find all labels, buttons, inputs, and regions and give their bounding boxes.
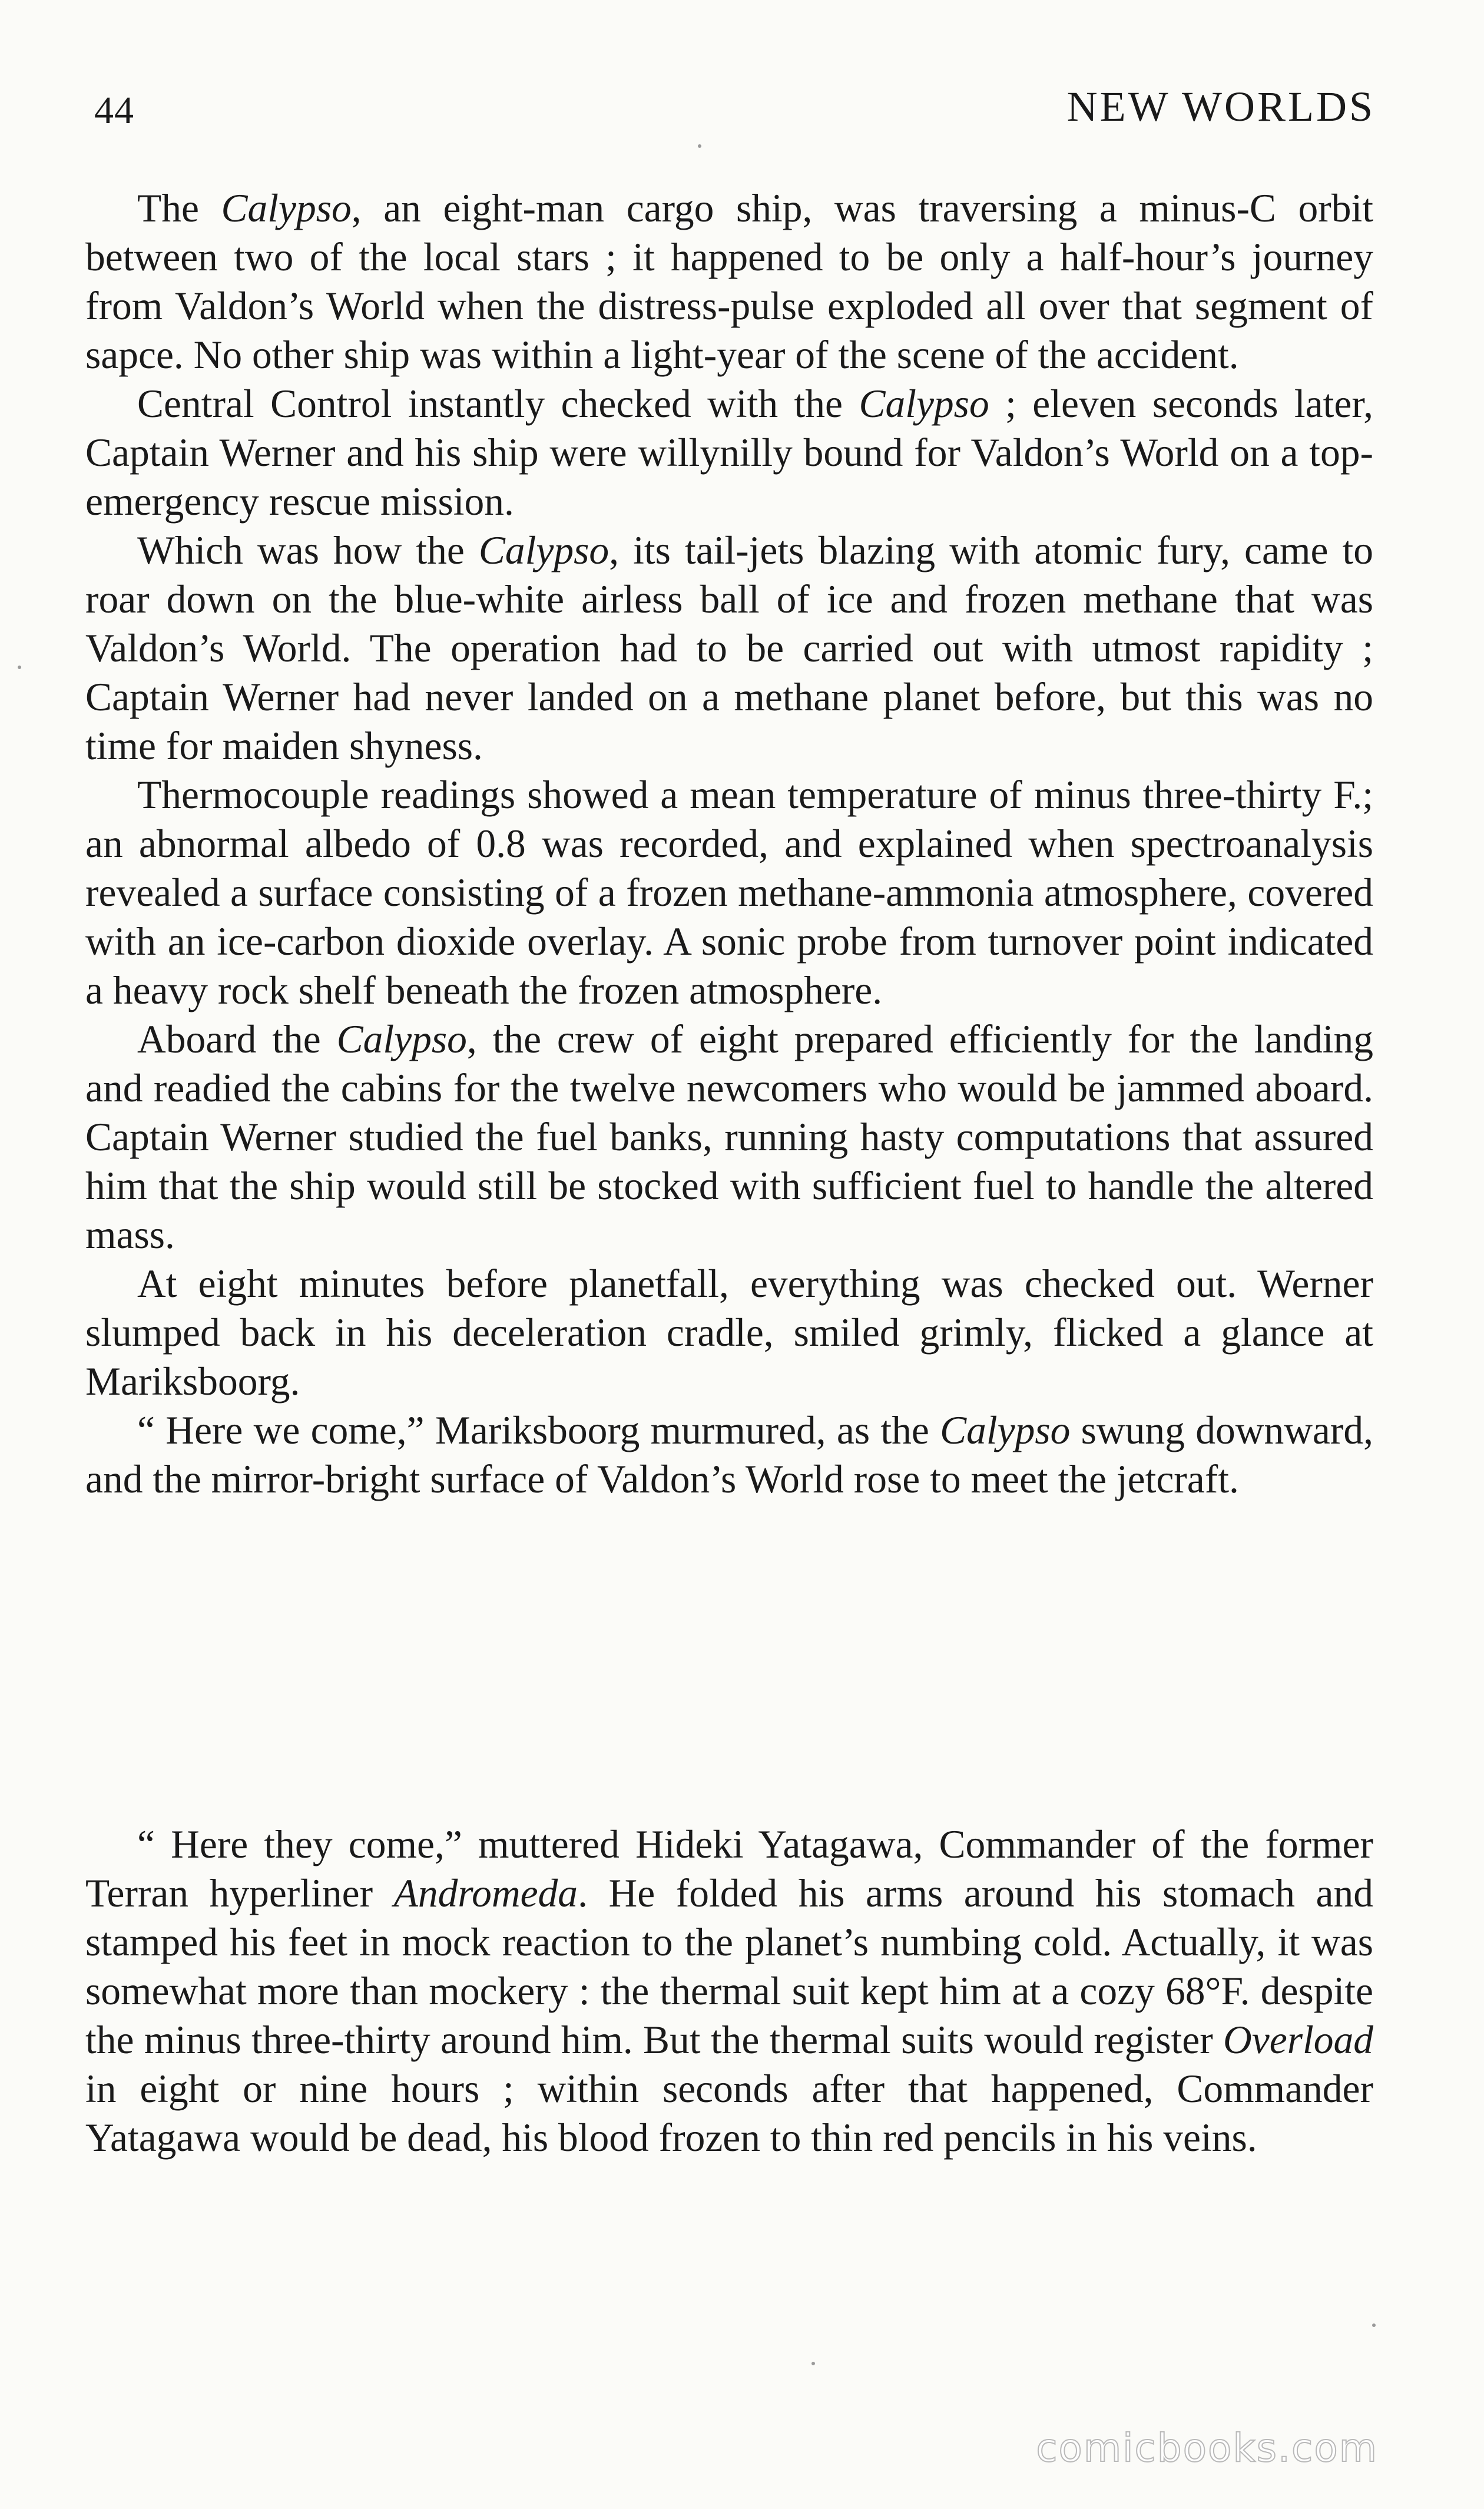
text-run: At eight minutes before planetfall, everything was checked out. Werner slumped back in his deceleration cradle, smiled grimly, flicked a glance at Mariksboorg. bbox=[85, 1262, 1373, 1404]
print-speck bbox=[811, 2362, 815, 2365]
text-run: “ Here we come,” Mariksboorg murmured, as the bbox=[137, 1408, 940, 1452]
print-speck bbox=[18, 666, 21, 669]
text-run: Which was how the bbox=[137, 528, 479, 572]
paragraph bbox=[85, 1259, 1373, 1406]
paragraph bbox=[85, 379, 1373, 526]
page-number: 44 bbox=[94, 89, 134, 132]
paragraph bbox=[85, 1820, 1373, 2162]
paragraph bbox=[85, 526, 1373, 770]
paragraph bbox=[85, 1015, 1373, 1259]
text-run: swung downward, and the mirror-bright surface of Valdon’s World rose to meet the jetcraft. bbox=[85, 1408, 1373, 1501]
text-run: , its tail-jets blazing with atomic fury, came to roar down on the blue-white airless ball of ice and frozen methane that was Valdon’s World. The operation had to be carried out with utmost rapidity ; Captain Werner had never landed on a methane planet before, but this was no time for maiden shyness. bbox=[85, 528, 1373, 768]
running-head: NEW WORLDS bbox=[1066, 83, 1375, 130]
story-section-2 bbox=[85, 1820, 1373, 2162]
text-run: . He folded his arms around his stomach and stamped his feet in mock reaction to the planet’s numbing cold. Actually, it was somewhat more than mockery : the thermal suit kept him at a cozy 68°F. despite the minus three-thirty around him. But the thermal suits would register bbox=[85, 1871, 1373, 2062]
italic-text: Calypso bbox=[859, 382, 989, 426]
print-speck bbox=[1372, 2323, 1376, 2327]
text-run: The bbox=[137, 186, 221, 230]
text-run: Thermocouple readings showed a mean temperature of minus three-thirty F.; an abnormal albedo of 0.8 was recorded, and explained when spectroanalysis revealed a surface consisting of a frozen methane-ammonia atmosphere, covered with an ice-carbon dioxide overlay. A sonic probe from turnover point indicated a heavy rock shelf beneath the frozen atmosphere. bbox=[85, 773, 1373, 1012]
paragraph bbox=[85, 184, 1373, 379]
italic-text: Andromeda bbox=[393, 1871, 578, 1915]
story-section-1 bbox=[85, 184, 1373, 1504]
text-run: , an eight-man cargo ship, was traversing a minus-C orbit between two of the local stars ; it happened to be only a half-hour’s journey from Valdon’s World when the distress-pulse exploded all over that segment of sapce. No other ship was within a light-year of the scene of the accident. bbox=[85, 186, 1373, 377]
italic-text: Overload bbox=[1223, 2018, 1373, 2062]
italic-text: Calypso bbox=[221, 186, 352, 230]
paragraph bbox=[85, 1406, 1373, 1504]
paragraph bbox=[85, 770, 1373, 1015]
text-run: in eight or nine hours ; within seconds after that happened, Commander Yatagawa would be dead, his blood frozen to thin red pencils in his veins. bbox=[85, 2067, 1373, 2160]
italic-text: Calypso bbox=[478, 528, 610, 572]
text-run: ; eleven seconds later, Captain Werner and his ship were willynilly bound for Valdon’s World on a top-emergency rescue mission. bbox=[85, 382, 1374, 524]
text-run: “ Here they come,” muttered Hideki Yatagawa, Commander of the former Terran hyperliner bbox=[85, 1822, 1373, 1915]
text-run: Central Control instantly checked with the bbox=[137, 382, 859, 426]
print-speck bbox=[698, 144, 701, 148]
text-run: , the crew of eight prepared efficiently for the landing and readied the cabins for the twelve newcomers who would be jammed aboard. Captain Werner studied the fuel banks, running hasty computations that assured him that the ship would still be stocked with sufficient fuel to handle the altered mass. bbox=[85, 1017, 1373, 1257]
italic-text: Calypso bbox=[336, 1017, 467, 1061]
page-header bbox=[94, 82, 1375, 147]
watermark-logo: comicbooks.com bbox=[1036, 2425, 1378, 2471]
text-run: Aboard the bbox=[137, 1017, 337, 1061]
italic-text: Calypso bbox=[940, 1408, 1071, 1452]
